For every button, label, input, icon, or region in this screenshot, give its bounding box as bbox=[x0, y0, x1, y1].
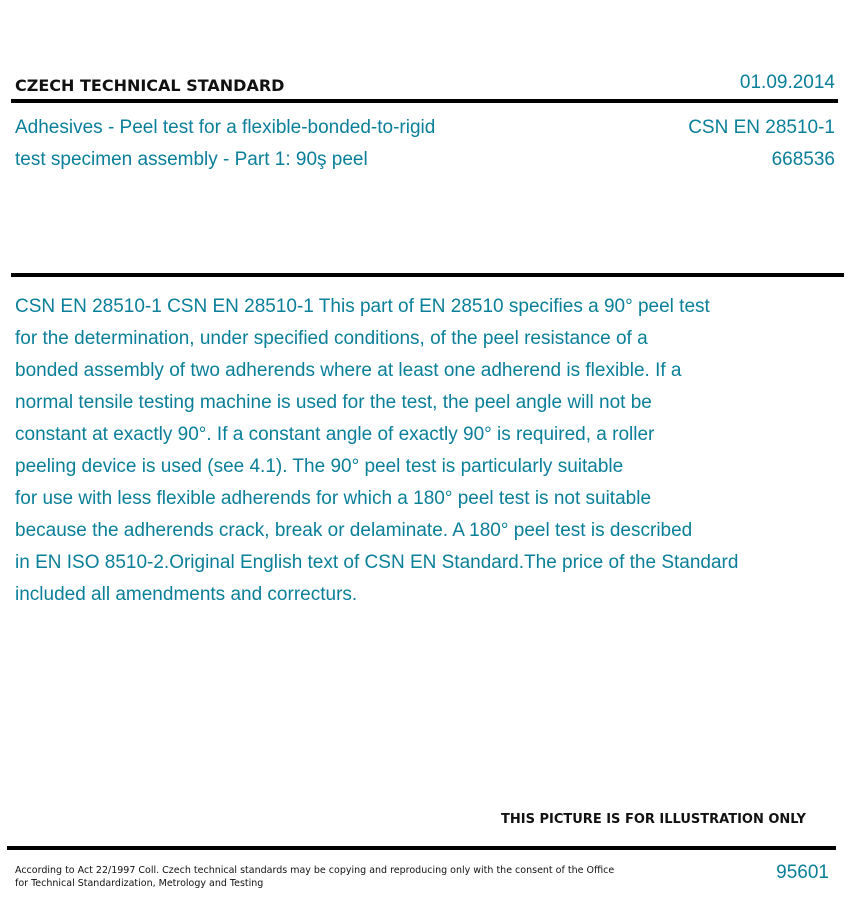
illustration-disclaimer: THIS PICTURE IS FOR ILLUSTRATION ONLY bbox=[501, 812, 806, 827]
catalog-number: 668536 bbox=[771, 149, 835, 170]
abstract-line: normal tensile testing machine is used for the test, the peel angle will not be bbox=[15, 392, 652, 413]
legal-notice-line: According to Act 22/1997 Coll. Czech technical standards may be copying and reproducing only with the consent of the Office bbox=[15, 865, 615, 876]
abstract-text bbox=[15, 291, 850, 611]
publication-date: 01.09.2014 bbox=[739, 72, 835, 93]
document-title-line-1: Adhesives - Peel test for a flexible-bonded-to-rigid bbox=[15, 117, 436, 138]
abstract-line: in EN ISO 8510-2.Original English text of CSN EN Standard.The price of the Standard bbox=[15, 552, 739, 573]
abstract-line: included all amendments and correcturs. bbox=[15, 584, 358, 605]
section-divider bbox=[11, 273, 844, 277]
legal-notice bbox=[15, 864, 614, 890]
document-title-line-2: test specimen assembly - Part 1: 90ş peel bbox=[15, 149, 368, 170]
abstract-line: for the determination, under specified conditions, of the peel resistance of a bbox=[15, 328, 648, 349]
footer-code: 95601 bbox=[776, 862, 829, 883]
abstract-line: peeling device is used (see 4.1). The 90° peel test is particularly suitable bbox=[15, 456, 624, 477]
abstract-line: constant at exactly 90°. If a constant angle of exactly 90° is required, a roller bbox=[15, 424, 655, 445]
abstract-line: because the adherends crack, break or delaminate. A 180° peel test is described bbox=[15, 520, 693, 541]
abstract-line: bonded assembly of two adherends where at least one adherend is flexible. If a bbox=[15, 360, 682, 381]
standard-type-label: CZECH TECHNICAL STANDARD bbox=[15, 76, 285, 95]
footer-divider bbox=[7, 846, 836, 850]
legal-notice-line: for Technical Standardization, Metrology and Testing bbox=[15, 878, 264, 889]
header-divider bbox=[11, 99, 838, 103]
abstract-line: CSN EN 28510-1 CSN EN 28510-1 This part of EN 28510 specifies a 90° peel test bbox=[15, 296, 710, 317]
abstract-line: for use with less flexible adherends for which a 180° peel test is not suitable bbox=[15, 488, 652, 509]
standard-number: CSN EN 28510-1 bbox=[688, 117, 835, 138]
